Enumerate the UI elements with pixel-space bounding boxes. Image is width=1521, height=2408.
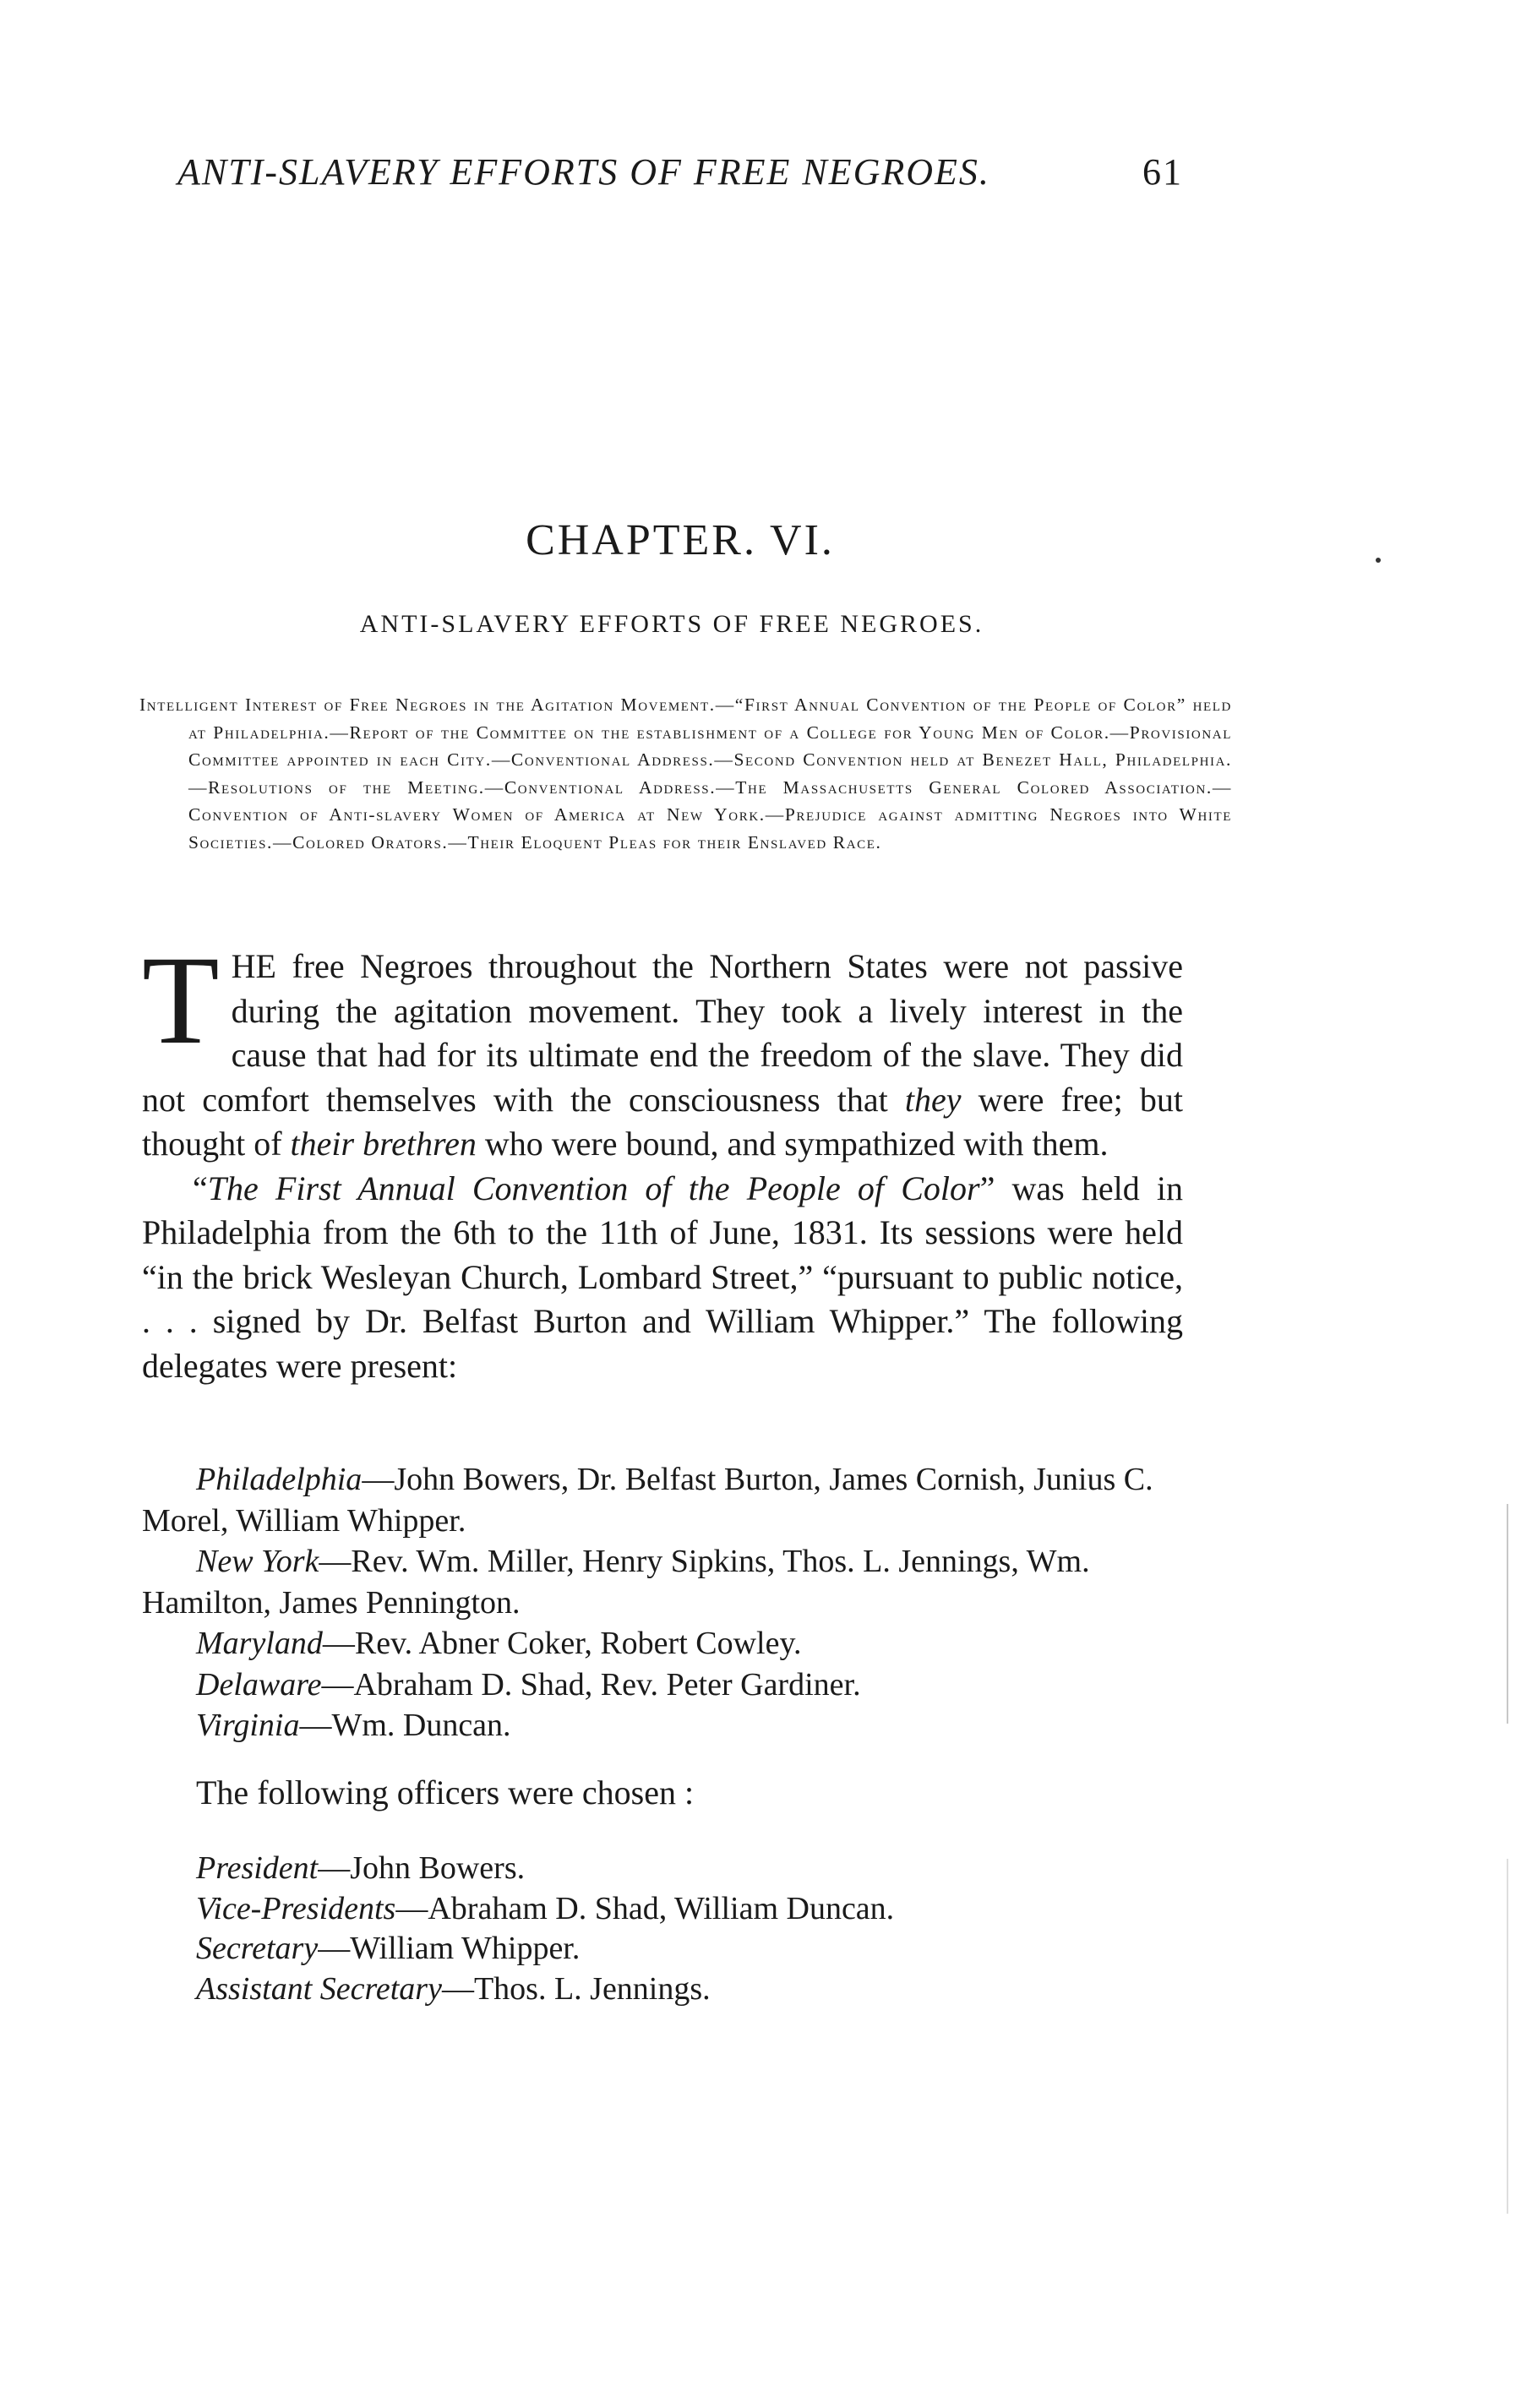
page-number: 61 <box>1142 151 1183 193</box>
delegate-entry: New York—Rev. Wm. Miller, Henry Sipkins, Thos. L. Jennings, Wm. Hamilton, James Pennington. <box>142 1544 1090 1621</box>
delegate-entry: Delaware—Abraham D. Shad, Rev. Peter Gardiner. <box>196 1666 861 1702</box>
chapter-number: CHAPTER. VI. <box>526 516 835 564</box>
stray-mark <box>1376 558 1381 563</box>
officer-entry: President—John Bowers. <box>196 1850 526 1886</box>
officer-entry: Vice-Presidents—Abraham D. Shad, William Duncan. <box>196 1890 895 1926</box>
officer-entry: Secretary—William Whipper. <box>196 1931 581 1966</box>
delegate-list <box>142 1459 1183 1746</box>
delegate-entry: Philadelphia—John Bowers, Dr. Belfast Burton, James Cornish, Junius C. Morel, William Whipper. <box>142 1462 1153 1539</box>
drop-cap: T <box>142 930 220 1071</box>
chapter-synopsis: Intelligent Interest of Free Negroes in the Agitation Movement.—“First Annual Convention of the People of Color” held at Philadelphia.—Report of the Committee on the establishment of a College for Young Men of Color.—Provisional Committee appointed in each City.—Conventional Address.—Second Convention held at Benezet Hall, Philadelphia.—Resolutions of the Meeting.—Conventional Address.—The Massachusetts General Colored Association.—Convention of Anti-slavery Women of America at New York.—Prejudice against admitting Negroes into White Societies.—Colored Orators.—Their Eloquent Pleas for their Enslaved Race. <box>139 695 1232 853</box>
running-head-title: ANTI-SLAVERY EFFORTS OF FREE NEGROES. <box>177 151 990 193</box>
officer-entry: Assistant Secretary—Thos. L. Jennings. <box>196 1970 711 2007</box>
chapter-title: ANTI-SLAVERY EFFORTS OF FREE NEGROES. <box>359 610 984 638</box>
running-head <box>177 150 1183 210</box>
paragraph-opening: THE free Negroes throughout the Northern States were not passive during the agitation movement. They took a lively interest in the cause that had for its ultimate end the freedom of the slave. They did not comfort themselves with the consciousness that they were free; but thought of their brethren who were bound, and sympathized with them. <box>142 930 1183 1163</box>
body-text <box>142 930 1183 1388</box>
page-edge-mark <box>1507 1859 1508 2214</box>
paragraph-convention: “The First Annual Convention of the People of Color” was held in Philadelphia from the 6th to the 11th of June, 1831. Its sessions were held “in the brick Wesleyan Church, Lombard Street,” “pursuant to public notice, . . . signed by Dr. Belfast Burton and William Whipper.” The following delegates were present: <box>142 1169 1183 1385</box>
officer-list <box>196 1849 1185 2009</box>
officers-intro: The following officers were chosen : <box>196 1773 695 1811</box>
page-edge-mark <box>1507 1504 1508 1724</box>
delegate-entry: Virginia—Wm. Duncan. <box>196 1708 511 1743</box>
delegate-entry: Maryland—Rev. Abner Coker, Robert Cowley. <box>196 1626 802 1661</box>
